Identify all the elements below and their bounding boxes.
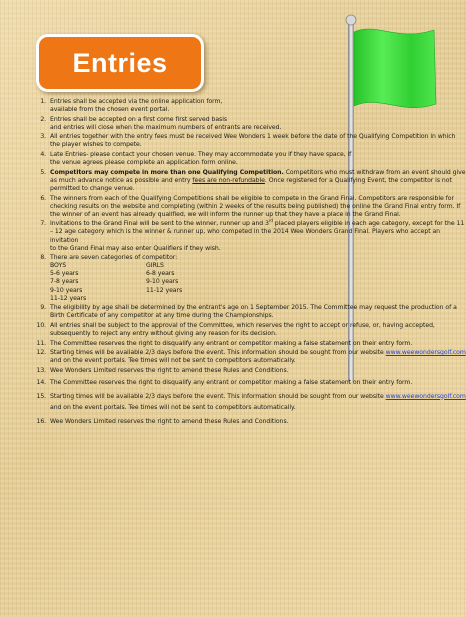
rule-7 xyxy=(48,220,466,252)
rule-9 xyxy=(48,304,466,320)
rule-12-text-end: and on the event portals. Tee times will not be sent to competitors automatically. xyxy=(50,357,296,365)
rule-15-text: Starting times will be available 2/3 days before the event. This information should be sought from our website xyxy=(50,392,386,400)
rule-15 xyxy=(48,391,466,413)
rule-5-text-end: . Once registered for a Qualifying Event, the competitor is not permitted to change venue. xyxy=(50,176,452,192)
rule-10 xyxy=(48,322,466,338)
rule-7-superscript: rd xyxy=(268,218,273,224)
rule-8-text: There are seven categories of competitor: xyxy=(50,254,178,262)
rule-14 xyxy=(48,377,466,388)
girls-category: 11-12 years xyxy=(146,286,183,294)
rule-6 xyxy=(48,195,466,219)
rule-3 xyxy=(48,133,466,149)
boys-category: 11-12 years xyxy=(50,294,87,302)
rule-7-text: Invitations to the Grand Final will be sent to the winner, runner up and 3 xyxy=(50,220,269,228)
rule-4-text: Late Entries- please contact your chosen venue. They may accommodate you if they have space, if xyxy=(50,151,352,159)
rule-5-bold-text: Competitors may compete in more than one Qualifying Competition. xyxy=(50,168,284,176)
website-link[interactable]: www.weewondersgolf.com xyxy=(385,392,466,400)
rule-2-text: Entries shall be accepted on a first come first served basis xyxy=(50,115,228,123)
rule-15-text-end: and on the event portals. Tee times will not be sent to competitors automatically. xyxy=(50,403,296,411)
rule-5 xyxy=(48,169,466,193)
rule-7-text-end: placed players eligible in each age category, except for the 11 – 12 age category which is the winner & runner up, who competed in the 2014 Wee Wonders Grand Final. Players who accept an invitation xyxy=(50,220,465,244)
entries-rules-list xyxy=(20,98,466,430)
rule-13 xyxy=(48,367,466,375)
boys-category: 9-10 years xyxy=(50,286,83,294)
rule-4 xyxy=(48,151,466,167)
rule-3-text: All entries together with the entry fees must be received Wee Wonders 1 week before the date of the Qualifying Competition in which the player wishes to compete. xyxy=(50,133,456,149)
rule-5-text: Competitors who must withdraw from an event should give as much advance notice as possible and entry xyxy=(50,168,466,184)
rule-2-text-line2: and entries will close when the maximum numbers of entrants are received. xyxy=(50,123,282,131)
boys-category: 7-8 years xyxy=(50,278,79,286)
rule-9-text: The eligibility by age shall be determined by the entrant's age on 1 September 2015. The Committee may request the production of a Birth Certificate of any competitor at any time during the Championships. xyxy=(50,304,457,320)
competitor-categories xyxy=(50,262,466,302)
website-link[interactable]: www.weewondersgolf.com xyxy=(385,349,466,357)
rule-11 xyxy=(48,340,466,348)
rule-4-text-line2: the venue agrees please complete an application form online. xyxy=(50,159,238,167)
rule-2 xyxy=(48,116,466,132)
page-title: Entries xyxy=(72,47,168,78)
girls-header: GIRLS xyxy=(146,262,164,270)
rule-10-text: All entries shall be subject to the approval of the Committee, which reserves the right to accept or refuse, or, having accepted, subsequently to reject any entry without giving any reason for its decision. xyxy=(50,321,435,338)
rule-14-text: The Committee reserves the right to disqualify any entrant or competitor making a false statement on their entry form. xyxy=(50,378,413,386)
rule-1 xyxy=(48,98,466,114)
boys-header: BOYS xyxy=(50,262,67,270)
rule-7-text-line2: to the Grand Final may also enter Qualifiers if they wish. xyxy=(50,244,221,252)
rule-5-underlined-text: fees are non-refundable xyxy=(192,176,265,184)
rule-8 xyxy=(48,254,466,303)
rule-12 xyxy=(48,349,466,365)
rule-1-text-line2: available from the chosen event portal. xyxy=(50,106,170,114)
page-title-badge xyxy=(36,34,204,92)
girls-category: 9-10 years xyxy=(146,278,179,286)
girls-category: 6-8 years xyxy=(146,270,175,278)
rule-1-text: Entries shall be accepted via the online application form, xyxy=(50,98,223,105)
rule-16 xyxy=(48,416,466,427)
rule-16-text: Wee Wonders Limited reserves the right to amend these Rules and Conditions. xyxy=(50,417,289,425)
boys-category: 5-6 years xyxy=(50,270,79,278)
rule-6-text: The winners from each of the Qualifying Competitions shall be eligible to compete in the Grand Final. Competitors are responsible for checking results on the website and completing (within 2 weeks of the results being published) the online the Grand Final entry form. If the winner of an event has already qualified, we will inform the runner up that they have a place in the Grand Final. xyxy=(50,194,461,218)
rule-13-text: Wee Wonders Limited reserves the right to amend these Rules and Conditions. xyxy=(50,366,289,374)
rule-12-text: Starting times will be available 2/3 days before the event. This information should be sought from our website xyxy=(50,349,386,357)
rule-11-text: The Committee reserves the right to disqualify any entrant or competitor making a false statement on their entry form. xyxy=(50,339,413,347)
